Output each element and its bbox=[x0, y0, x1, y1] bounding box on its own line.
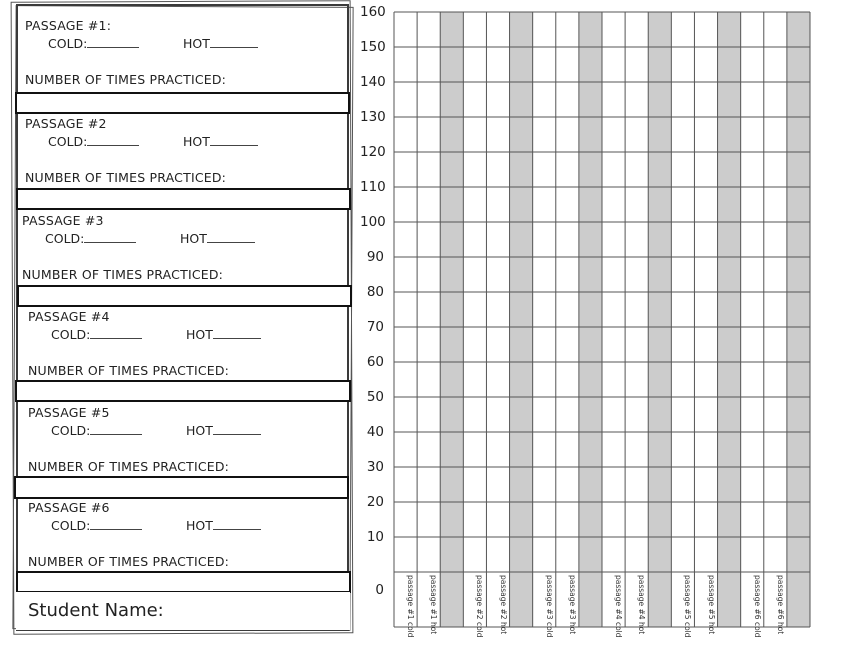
column-label: passage #5 cold bbox=[683, 575, 693, 638]
column-label: passage #3 cold bbox=[544, 575, 554, 638]
passage-title: PASSAGE #3 bbox=[22, 213, 104, 228]
column-label: passage #1 hot bbox=[429, 575, 439, 635]
cold-blank-line[interactable] bbox=[84, 231, 136, 243]
hot-score-field[interactable] bbox=[186, 327, 261, 342]
column-label: passage #3 hot bbox=[567, 575, 577, 635]
hot-blank-line[interactable] bbox=[213, 518, 261, 530]
cold-label: COLD: bbox=[51, 423, 91, 438]
practiced-count-box[interactable] bbox=[15, 380, 351, 402]
practiced-count-box[interactable] bbox=[16, 571, 351, 593]
separator-column bbox=[787, 12, 810, 627]
cold-blank-line[interactable] bbox=[90, 518, 142, 530]
cold-score-field[interactable] bbox=[48, 36, 139, 51]
cold-blank-line[interactable] bbox=[90, 423, 142, 435]
separator-column bbox=[648, 12, 671, 627]
practiced-label: NUMBER OF TIMES PRACTICED: bbox=[22, 267, 224, 282]
student-name-label: Student Name: bbox=[28, 600, 164, 621]
column-label: passage #1 cold bbox=[406, 575, 416, 638]
y-tick-label: 70 bbox=[366, 319, 384, 335]
y-tick-label: 10 bbox=[366, 529, 384, 545]
passage-title: PASSAGE #4 bbox=[28, 309, 110, 324]
hot-blank-line[interactable] bbox=[210, 36, 258, 48]
separator-column bbox=[579, 12, 602, 627]
y-tick-label: 60 bbox=[366, 354, 384, 370]
hot-label: HOT bbox=[186, 518, 213, 533]
passage-title: PASSAGE #6 bbox=[28, 500, 110, 515]
column-label: passage #2 hot bbox=[498, 575, 508, 635]
cold-label: COLD: bbox=[48, 36, 88, 51]
y-tick-label: 80 bbox=[366, 284, 384, 300]
hot-score-field[interactable] bbox=[180, 231, 255, 246]
practiced-label: NUMBER OF TIMES PRACTICED: bbox=[25, 170, 227, 185]
practiced-label: NUMBER OF TIMES PRACTICED: bbox=[28, 363, 230, 378]
separator-column bbox=[510, 12, 533, 627]
cold-score-field[interactable] bbox=[51, 327, 142, 342]
practiced-count-box[interactable] bbox=[14, 476, 349, 499]
hot-blank-line[interactable] bbox=[213, 327, 261, 339]
hot-score-field[interactable] bbox=[183, 36, 258, 51]
y-tick-label: 40 bbox=[366, 424, 384, 440]
cold-label: COLD: bbox=[51, 327, 91, 342]
hot-label: HOT bbox=[186, 423, 213, 438]
hot-label: HOT bbox=[186, 327, 213, 342]
cold-blank-line[interactable] bbox=[90, 327, 142, 339]
y-tick-label: 100 bbox=[360, 214, 386, 230]
cold-score-field[interactable] bbox=[51, 518, 142, 533]
y-tick-label: 90 bbox=[366, 249, 384, 265]
practiced-label: NUMBER OF TIMES PRACTICED: bbox=[25, 72, 227, 87]
cold-score-field[interactable] bbox=[45, 231, 136, 246]
cold-blank-line[interactable] bbox=[87, 134, 139, 146]
column-label: passage #6 cold bbox=[752, 575, 762, 638]
column-label: passage #2 cold bbox=[475, 575, 485, 638]
passage-title: PASSAGE #1: bbox=[25, 18, 112, 33]
y-tick-label: 150 bbox=[360, 39, 386, 55]
cold-label: COLD: bbox=[48, 134, 88, 149]
cold-label: COLD: bbox=[45, 231, 85, 246]
practiced-label: NUMBER OF TIMES PRACTICED: bbox=[28, 459, 230, 474]
practiced-label: NUMBER OF TIMES PRACTICED: bbox=[28, 554, 230, 569]
hot-score-field[interactable] bbox=[186, 518, 261, 533]
passage-title: PASSAGE #2 bbox=[25, 116, 107, 131]
hot-blank-line[interactable] bbox=[210, 134, 258, 146]
y-tick-label: 0 bbox=[375, 582, 384, 598]
hot-blank-line[interactable] bbox=[207, 231, 255, 243]
y-tick-label: 20 bbox=[366, 494, 384, 510]
cold-label: COLD: bbox=[51, 518, 91, 533]
y-tick-label: 50 bbox=[366, 389, 384, 405]
practiced-count-box[interactable] bbox=[15, 92, 350, 114]
practiced-count-box[interactable] bbox=[16, 188, 351, 210]
column-label: passage #6 hot bbox=[775, 575, 785, 635]
y-tick-label: 140 bbox=[360, 74, 386, 90]
hot-score-field[interactable] bbox=[186, 423, 261, 438]
practiced-count-box[interactable] bbox=[17, 285, 352, 307]
separator-column bbox=[440, 12, 463, 627]
hot-label: HOT bbox=[183, 36, 210, 51]
hot-label: HOT bbox=[183, 134, 210, 149]
column-label: passage #4 cold bbox=[614, 575, 624, 638]
column-label: passage #5 hot bbox=[706, 575, 716, 635]
cold-score-field[interactable] bbox=[51, 423, 142, 438]
hot-score-field[interactable] bbox=[183, 134, 258, 149]
hot-blank-line[interactable] bbox=[213, 423, 261, 435]
cold-blank-line[interactable] bbox=[87, 36, 139, 48]
separator-column bbox=[718, 12, 741, 627]
y-tick-label: 130 bbox=[360, 109, 386, 125]
column-label: passage #4 hot bbox=[637, 575, 647, 635]
y-tick-label: 120 bbox=[360, 144, 386, 160]
cold-score-field[interactable] bbox=[48, 134, 139, 149]
hot-label: HOT bbox=[180, 231, 207, 246]
y-tick-label: 110 bbox=[360, 179, 386, 195]
y-tick-label: 160 bbox=[360, 4, 386, 20]
passage-title: PASSAGE #5 bbox=[28, 405, 110, 420]
y-tick-label: 30 bbox=[366, 459, 384, 475]
